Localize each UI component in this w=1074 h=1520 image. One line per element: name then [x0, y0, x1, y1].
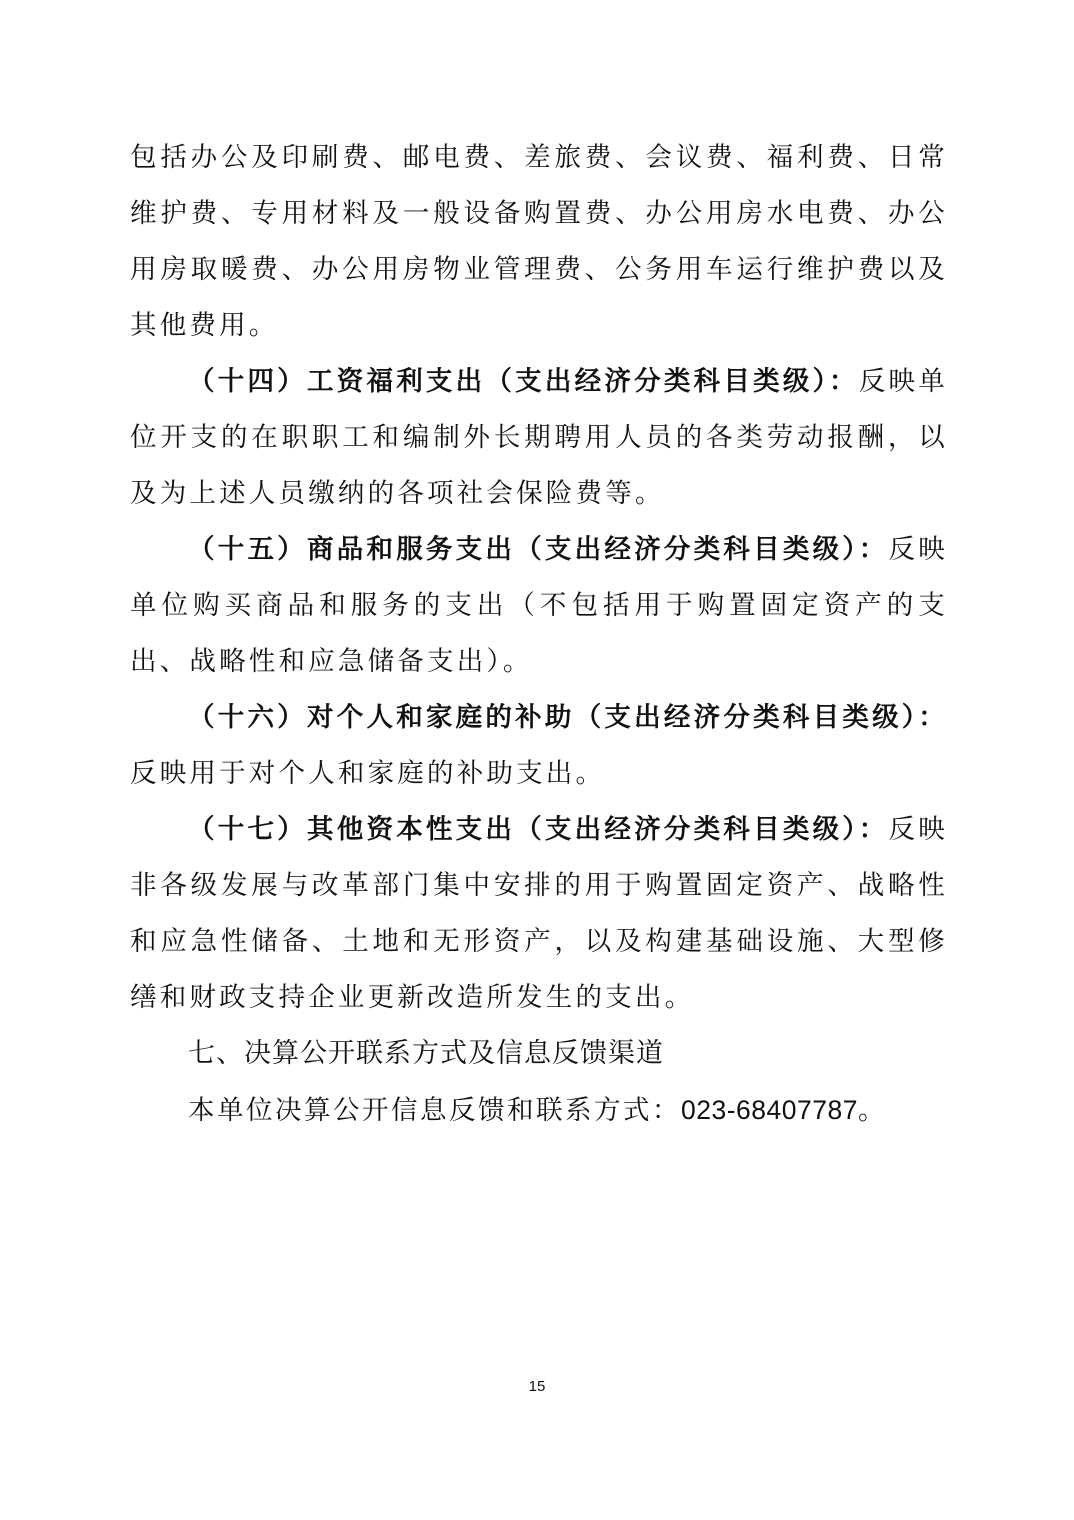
paragraph-capital-expenditure	[130, 802, 948, 1026]
paragraph-expense-list	[130, 130, 948, 354]
document-body	[130, 130, 948, 1139]
section-heading-contact: 七、决算公开联系方式及信息反馈渠道	[188, 1038, 664, 1069]
paragraph-heading: （十七）其他资本性支出（支出经济分类科目类级）：	[188, 814, 889, 845]
paragraph-text: 反映单位购买商品和服务的支出（不包括用于购置固定资产的支出、战略性和应急储备支出）。	[130, 534, 948, 677]
contact-phone: 023-68407787	[681, 1095, 858, 1125]
paragraph-text: 包括办公及印刷费、邮电费、差旅费、会议费、福利费、日常维护费、专用材料及一般设备购置费、办公用房水电费、办公用房取暖费、办公用房物业管理费、公务用车运行维护费以及其他费用。	[130, 142, 948, 341]
paragraph-household-subsidy	[130, 690, 948, 802]
paragraph-text: 反映非各级发展与改革部门集中安排的用于购置固定资产、战略性和应急性储备、土地和无形资产，以及构建基础设施、大型修缮和财政支持企业更新改造所发生的支出。	[130, 814, 948, 1013]
paragraph-heading: （十六）对个人和家庭的补助（支出经济分类科目类级）：	[188, 702, 948, 733]
paragraph-text: 反映用于对个人和家庭的补助支出。	[130, 758, 606, 789]
paragraph-goods-services	[130, 522, 948, 690]
contact-line	[130, 1082, 948, 1139]
paragraph-heading: （十五）商品和服务支出（支出经济分类科目类级）：	[188, 534, 889, 565]
paragraph-heading: （十四）工资福利支出（支出经济分类科目类级）：	[188, 366, 859, 397]
paragraph-salary-welfare	[130, 354, 948, 522]
contact-label: 本单位决算公开信息反馈和联系方式：	[188, 1095, 681, 1126]
page-number: 15	[528, 1378, 546, 1395]
contact-end: 。	[857, 1095, 887, 1126]
paragraph-text: 反映单位开支的在职职工和编制外长期聘用人员的各类劳动报酬，以及为上述人员缴纳的各项社会保险费等。	[130, 366, 948, 509]
